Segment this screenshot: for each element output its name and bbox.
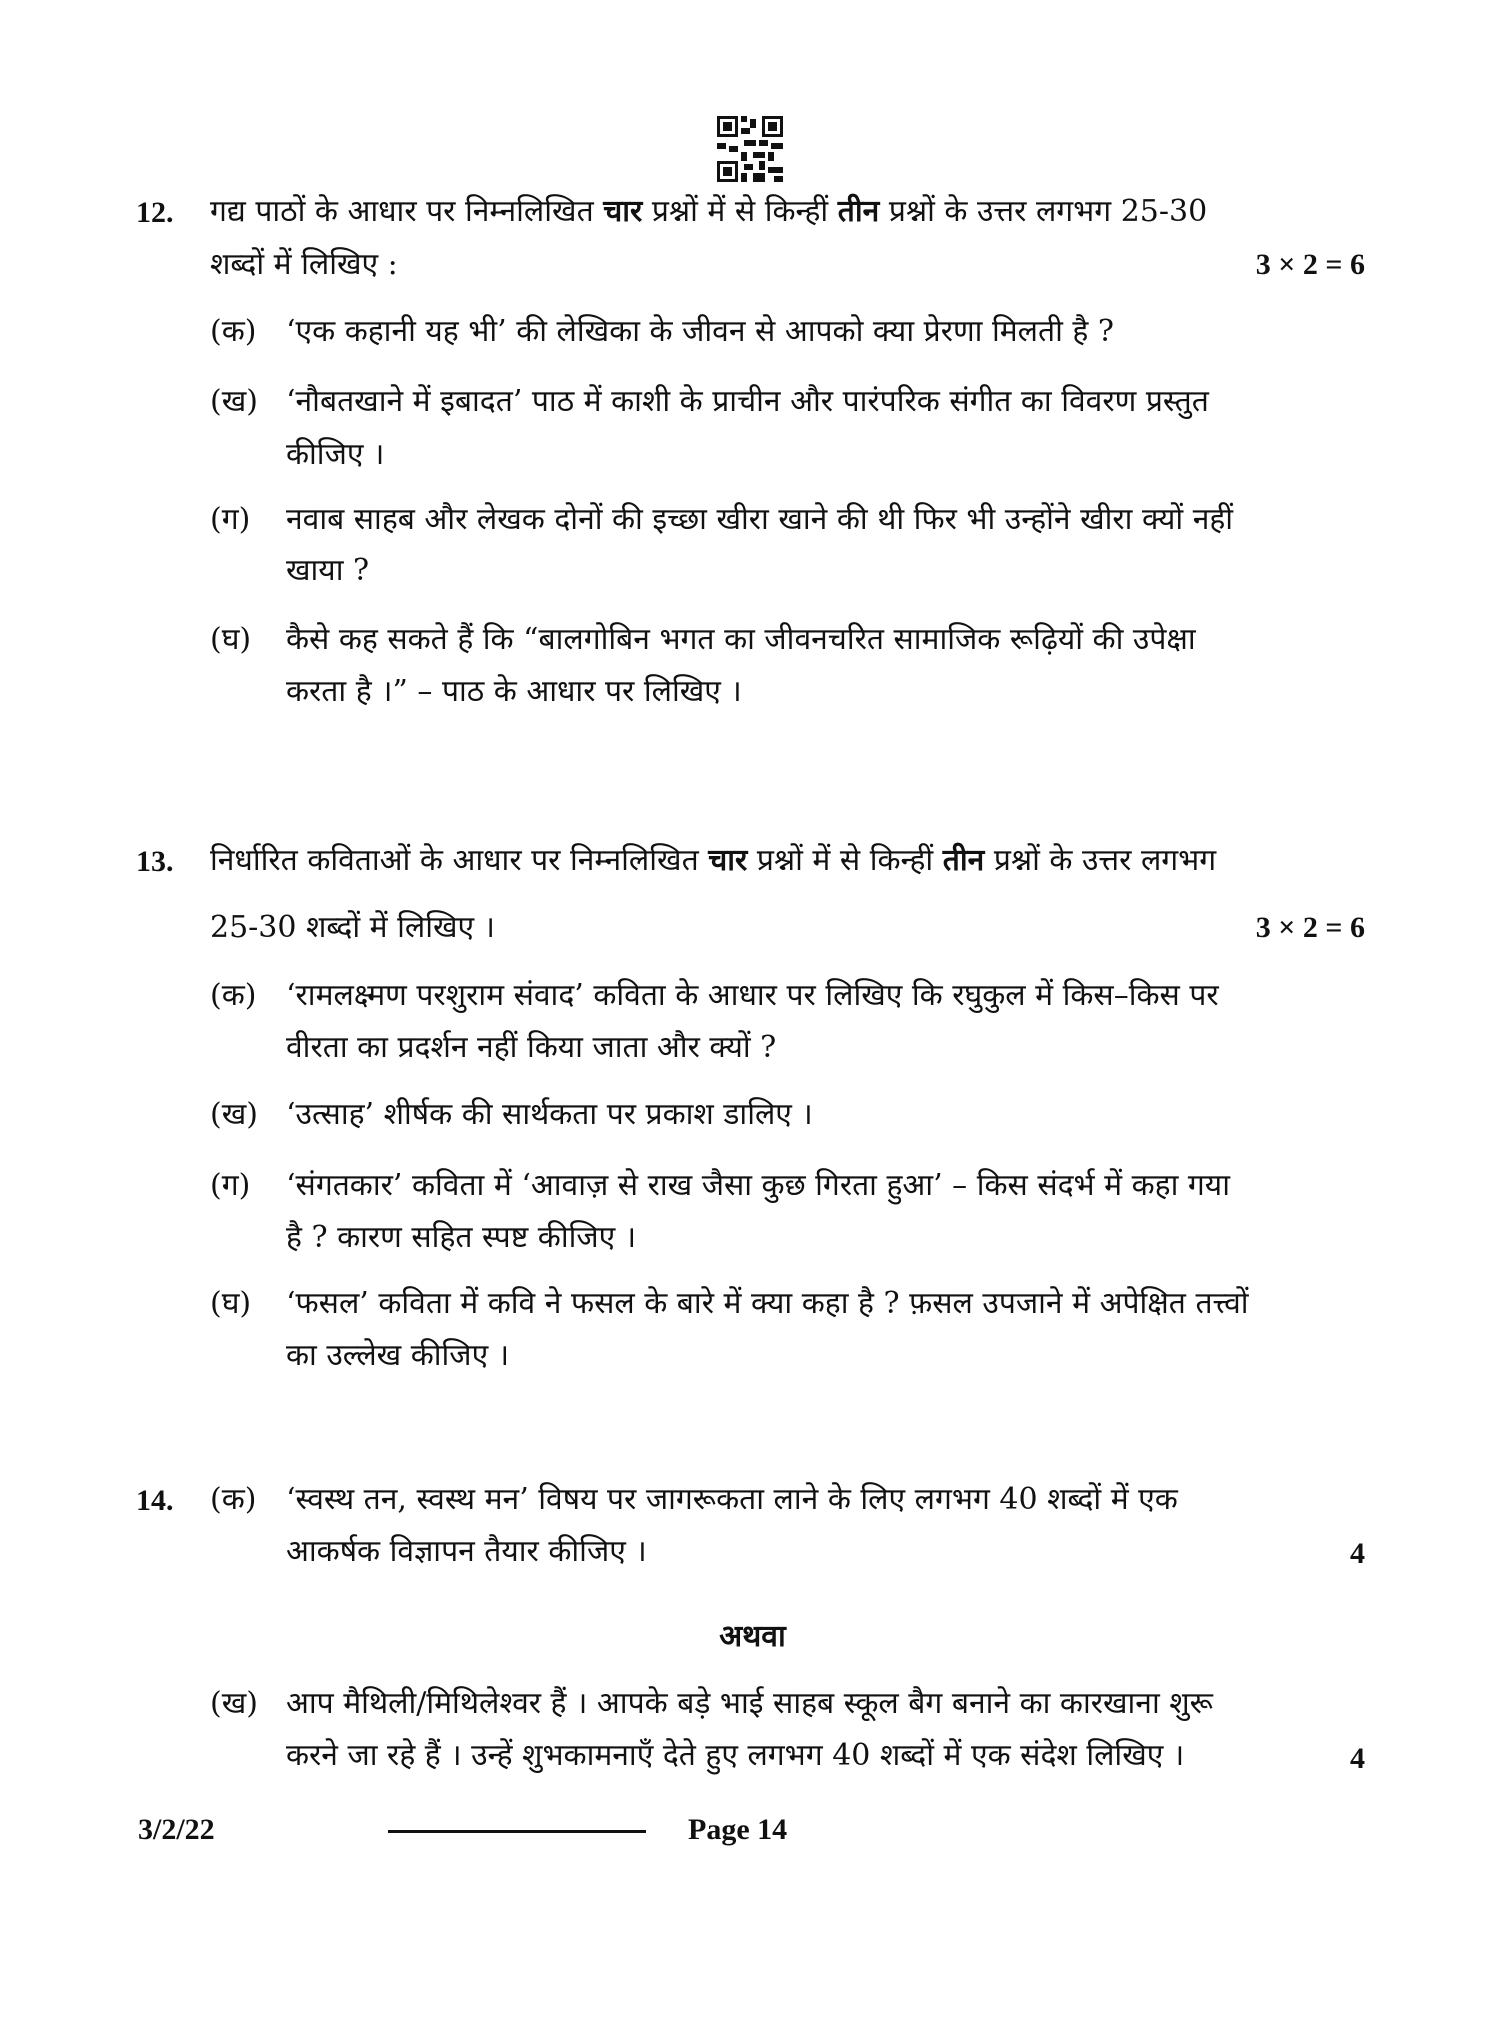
question-number: 12. bbox=[136, 196, 174, 229]
page-number: Page 14 bbox=[688, 1813, 788, 1846]
qr-code-icon bbox=[717, 116, 783, 182]
option-text: का उल्लेख कीजिए । bbox=[286, 1338, 510, 1373]
option-text: ‘नौबतखाने में इबादत’ पाठ में काशी के प्राचीन और पारंपरिक संगीत का विवरण प्रस्तुत bbox=[286, 384, 1209, 419]
question-text: निर्धारित कविताओं के आधार पर निम्नलिखित चार प्रश्नों में से किन्हीं तीन प्रश्नों के उत्तर लगभग bbox=[210, 843, 1217, 878]
option-label: (ग) bbox=[210, 502, 251, 537]
marks: 3 × 2 = 6 bbox=[1255, 911, 1365, 944]
marks: 3 × 2 = 6 bbox=[1255, 248, 1365, 281]
option-text: करने जा रहे हैं । उन्हें शुभकामनाएँ देते हुए लगभग 40 शब्दों में एक संदेश लिखिए । bbox=[286, 1738, 1185, 1773]
question-number: 14. bbox=[136, 1484, 174, 1517]
marks: 4 bbox=[1350, 1742, 1365, 1775]
question-text: गद्य पाठों के आधार पर निम्नलिखित चार प्रश्नों में से किन्हीं तीन प्रश्नों के उत्तर लगभग 25-30 bbox=[210, 194, 1208, 229]
option-text: वीरता का प्रदर्शन नहीं किया जाता और क्यों ? bbox=[286, 1030, 777, 1065]
option-text: आकर्षक विज्ञापन तैयार कीजिए । bbox=[286, 1534, 647, 1569]
option-text: कीजिए । bbox=[286, 437, 385, 472]
paper-code: 3/2/22 bbox=[138, 1813, 215, 1846]
option-label: (घ) bbox=[210, 622, 252, 657]
option-label: (ख) bbox=[210, 384, 258, 419]
option-text: कैसे कह सकते हैं कि “बालगोबिन भगत का जीवनचरित सामाजिक रूढ़ियों की उपेक्षा bbox=[286, 622, 1196, 657]
option-text: खाया ? bbox=[286, 553, 370, 588]
option-text: ‘उत्साह’ शीर्षक की सार्थकता पर प्रकाश डालिए । bbox=[286, 1097, 813, 1132]
marks: 4 bbox=[1350, 1537, 1365, 1570]
option-label: (ख) bbox=[210, 1097, 258, 1132]
option-text: ‘संगतकार’ कविता में ‘आवाज़ से राख जैसा कुछ गिरता हुआ’ – किस संदर्भ में कहा गया bbox=[286, 1168, 1230, 1203]
option-text: है ? कारण सहित स्पष्ट कीजिए । bbox=[286, 1220, 637, 1255]
option-text: आप मैथिली/मिथिलेश्वर हैं । आपके बड़े भाई साहब स्कूल बैग बनाने का कारखाना शुरू bbox=[286, 1686, 1213, 1721]
option-label: (क) bbox=[210, 1482, 257, 1517]
question-text: शब्दों में लिखिए : bbox=[210, 247, 398, 282]
option-text: नवाब साहब और लेखक दोनों की इच्छा खीरा खाने की थी फिर भी उन्होंने खीरा क्यों नहीं bbox=[286, 502, 1234, 537]
or-separator: अथवा bbox=[719, 1619, 786, 1654]
option-text: करता है ।” – पाठ के आधार पर लिखिए । bbox=[286, 674, 742, 709]
option-text: ‘स्वस्थ तन, स्वस्थ मन’ विषय पर जागरूकता लाने के लिए लगभग 40 शब्दों में एक bbox=[286, 1482, 1178, 1517]
option-text: ‘फसल’ कविता में कवि ने फसल के बारे में क्या कहा है ? फ़सल उपजाने में अपेक्षित तत्त्वों bbox=[286, 1286, 1249, 1321]
option-label: (क) bbox=[210, 314, 257, 349]
option-label: (क) bbox=[210, 978, 257, 1013]
question-text: 25-30 शब्दों में लिखिए । bbox=[210, 910, 496, 945]
footer-divider bbox=[388, 1830, 646, 1833]
option-label: (ख) bbox=[210, 1686, 258, 1721]
option-text: ‘एक कहानी यह भी’ की लेखिका के जीवन से आपको क्या प्रेरणा मिलती है ? bbox=[286, 314, 1114, 349]
option-label: (ग) bbox=[210, 1168, 251, 1203]
option-text: ‘रामलक्ष्मण परशुराम संवाद’ कविता के आधार पर लिखिए कि रघुकुल में किस–किस पर bbox=[286, 978, 1219, 1013]
question-number: 13. bbox=[136, 845, 174, 878]
option-label: (घ) bbox=[210, 1286, 252, 1321]
